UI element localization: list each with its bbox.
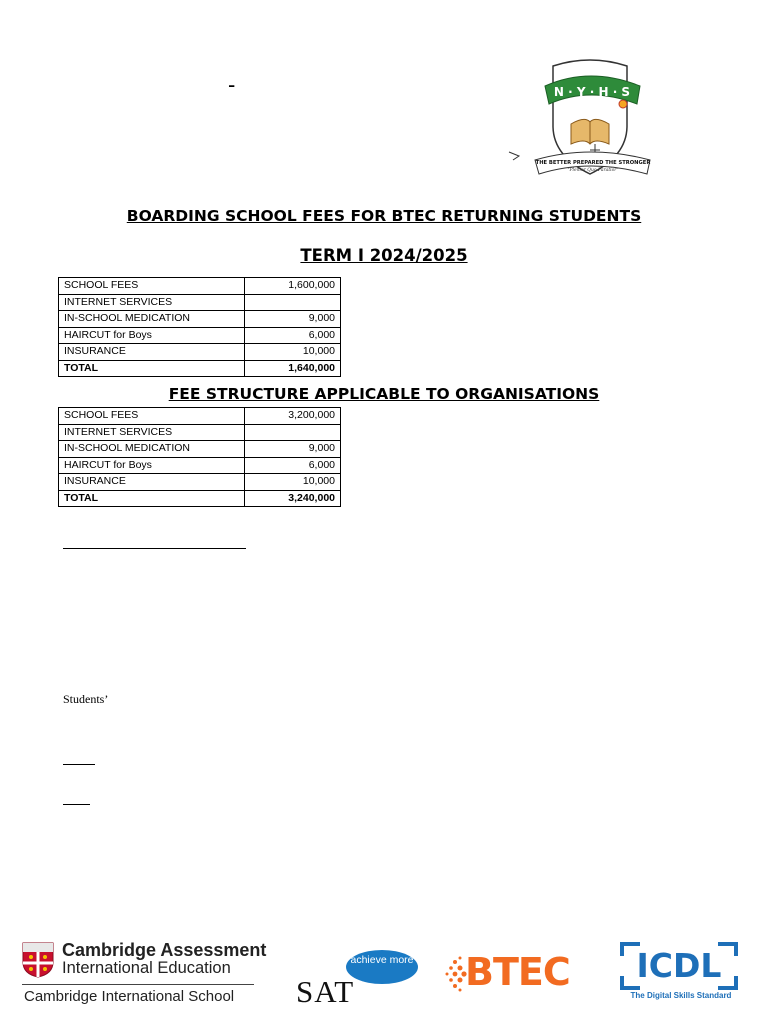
total-label: TOTAL: [59, 490, 245, 507]
table-row: [59, 294, 341, 311]
total-row: [59, 360, 341, 377]
org-fee-heading-text: FEE STRUCTURE APPLICABLE TO ORGANISATIONS: [168, 385, 600, 403]
crest-letters: N · Y · H · S: [553, 85, 631, 99]
fee-item: IN-SCHOOL MEDICATION: [59, 311, 245, 328]
page-title-text: BOARDING SCHOOL FEES FOR BTEC RETURNING STUDENTS: [126, 207, 642, 225]
cambridge-divider: [22, 984, 254, 985]
fees-table-returning: [58, 277, 341, 377]
icdl-tagline: The Digital Skills Standard: [630, 991, 732, 1000]
header-dash: -: [228, 72, 236, 97]
term-heading: [0, 246, 768, 265]
crest-motto: THE BETTER PREPARED THE STRONGER: [535, 160, 651, 166]
table-row: [59, 344, 341, 361]
cambridge-line3: Cambridge International School: [24, 988, 235, 1005]
blank-line: [63, 804, 90, 805]
blank-line: [63, 764, 95, 765]
fee-amount: 1,600,000: [245, 278, 341, 295]
crest-latin: "Plenior Quo Paratior": [567, 168, 619, 173]
org-fee-heading: [0, 385, 768, 403]
table-row: [59, 424, 341, 441]
total-amount: 1,640,000: [245, 360, 341, 377]
table-row: [59, 474, 341, 491]
fee-amount: 6,000: [245, 327, 341, 344]
sat-text: SAT: [296, 974, 355, 1009]
fee-item: HAIRCUT for Boys: [59, 327, 245, 344]
sat-logo: [294, 946, 420, 1010]
table-row: [59, 408, 341, 425]
total-amount: 3,240,000: [245, 490, 341, 507]
fee-amount: 10,000: [245, 344, 341, 361]
fee-item: INSURANCE: [59, 474, 245, 491]
school-crest-logo: [505, 56, 675, 184]
fee-item: INSURANCE: [59, 344, 245, 361]
table-row: [59, 278, 341, 295]
fee-item: IN-SCHOOL MEDICATION: [59, 441, 245, 458]
table-row: [59, 457, 341, 474]
fee-item: INTERNET SERVICES: [59, 294, 245, 311]
fee-amount: [245, 424, 341, 441]
table-row: [59, 311, 341, 328]
fee-item: SCHOOL FEES: [59, 408, 245, 425]
term-heading-text: TERM I 2024/2025: [300, 246, 468, 265]
cambridge-logo: [22, 940, 267, 1010]
fee-amount: [245, 294, 341, 311]
fee-amount: 6,000: [245, 457, 341, 474]
cambridge-line1: Cambridge Assessment: [62, 940, 267, 960]
fee-amount: 9,000: [245, 311, 341, 328]
fee-item: INTERNET SERVICES: [59, 424, 245, 441]
fee-item: SCHOOL FEES: [59, 278, 245, 295]
fee-amount: 9,000: [245, 441, 341, 458]
table-row: [59, 441, 341, 458]
btec-logo: [443, 950, 583, 1000]
fee-amount: 3,200,000: [245, 408, 341, 425]
icdl-logo: [620, 942, 742, 1004]
students-label: Students’: [63, 692, 109, 706]
fee-item: HAIRCUT for Boys: [59, 457, 245, 474]
page-title: [0, 207, 768, 225]
total-label: TOTAL: [59, 360, 245, 377]
btec-dots-icon: [443, 954, 467, 994]
signature-line: [63, 548, 246, 549]
btec-text: BTEC: [465, 950, 570, 994]
sat-bubble: achieve more: [346, 950, 418, 984]
total-row: [59, 490, 341, 507]
table-row: [59, 327, 341, 344]
cambridge-shield-icon: [22, 942, 54, 978]
icdl-text: ICDL: [636, 946, 722, 985]
fees-table-organisations: [58, 407, 341, 507]
fee-amount: 10,000: [245, 474, 341, 491]
cambridge-line2: International Education: [62, 959, 231, 977]
